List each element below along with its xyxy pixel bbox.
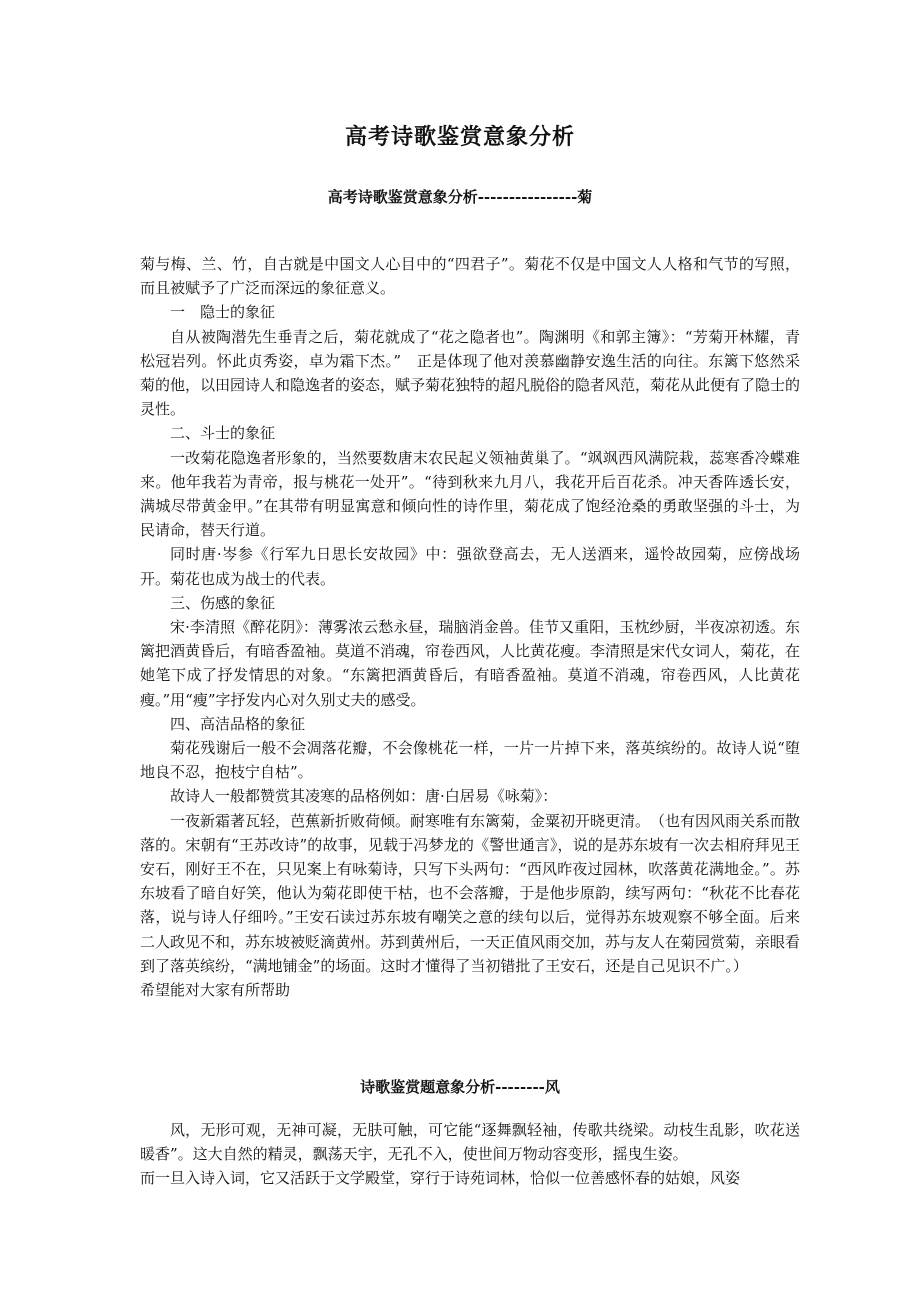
closing-line: 希望能对大家有所帮助 (140, 981, 291, 1000)
subheading: 一 隐士的象征 (170, 303, 276, 322)
section-heading-chrysanthemum: 高考诗歌鉴赏意象分析----------------菊 (327, 188, 593, 206)
paragraph: 一夜新霜著瓦轻，芭蕉新折败荷倾。耐寒唯有东篱菊，金粟初开晓更清。 （也有因风雨关系而散落的。宋朝有“王苏改诗”的故事，见载于冯梦龙的《警世通言》，说的是苏东坡有一次去相府拜见王安石，刚好王不在，只见案上有咏菊诗，只写下头两句：“西风昨夜过园林，吹落黄花满地金。”。苏东坡看了暗自好笑，他认为菊花即使干枯，也不会落瓣，于是他步原韵，续写两句：“秋花不比春花落，说与诗人仔细吟。”王安石读过苏东坡有嘲笑之意的续句以后，觉得苏东坡观察不够全面。后来二人政见不和，苏东坡被贬滴黄州。苏到黄州后，一天正值风雨交加，苏与友人在菊园赏菊，亲眼看到了落英缤纷，“满地铺金”的场面。这时才懂得了当初错批了王安石，还是自己见识不广。） (140, 811, 801, 975)
paragraph: 故诗人一般都赞赏其凌寒的品格例如：唐·白居易《咏菊》： (170, 787, 558, 806)
document-title: 高考诗歌鉴赏意象分析 (344, 124, 575, 150)
paragraph: 菊花残谢后一般不会凋落花瓣，不会像桃花一样，一片一片掉下来，落英缤纷的。故诗人说“堕地良不忍，抱枝宁自枯”。 (140, 739, 800, 782)
subheading: 二、斗士的象征 (170, 424, 276, 443)
paragraph: 而一旦入诗入词，它又活跃于文学殿堂，穿行于诗苑词林，恰似一位善感怀春的姑娘，风姿 (140, 1169, 741, 1188)
paragraph: 菊与梅、兰、竹，自古就是中国文人心目中的“四君子”。菊花不仅是中国文人人格和气节的写照，而且被赋予了广泛而深远的象征意义。 (140, 255, 800, 298)
paragraph: 同时唐·岑参《行军九日思长安故园》中：强欲登高去，无人送酒来，遥怜故园菊，应傍战场开。菊花也成为战士的代表。 (140, 545, 800, 588)
paragraph: 宋·李清照《醉花阴》：薄雾浓云愁永昼，瑞脑消金兽。佳节又重阳，玉枕纱厨，半夜凉初透。东篱把酒黄昏后，有暗香盈袖。莫道不消魂，帘卷西风，人比黄花瘦。李清照是宋代女词人，菊花，在她笔下成了抒发情思的对象。“东篱把酒黄昏后，有暗香盈袖。莫道不消魂，帘卷西风，人比黄花瘦。”用“瘦”字抒发内心对久别丈夫的感受。 (140, 618, 801, 709)
subheading: 四、高洁品格的象征 (170, 714, 306, 733)
section-body-chrysanthemum (140, 252, 800, 1002)
paragraph: 一改菊花隐逸者形象的，当然要数唐末农民起义领袖黄巢了。“飒飒西风满院栽，蕊寒香冷蝶难来。他年我若为青帝，报与桃花一处开”。“待到秋来九月八，我花开后百花杀。冲天香阵透长安，满城尽带黄金甲。”在其带有明显寓意和倾向性的诗作里，菊花成了饱经沧桑的勇敢坚强的斗士，为民请命，替天行道。 (140, 448, 800, 540)
subheading: 三、伤感的象征 (170, 593, 276, 612)
paragraph: 风，无形可观，无神可凝，无肤可触，可它能“逐舞飘轻袖，传歌共绕梁。动枝生乱影，吹花送暖香”。这大自然的精灵，飘荡天宇，无孔不入，使世间万物动容变形，摇曳生姿。 (140, 1121, 800, 1164)
paragraph: 自从被陶潜先生垂青之后，菊花就成了“花之隐者也”。陶渊明《和郭主簿》：“芳菊开林耀，青松冠岩列。怀此贞秀姿，卓为霜下杰。” 正是体现了他对羡慕幽静安逸生活的向往。东篱下悠然采菊的他，以田园诗人和隐逸者的姿态，赋予菊花独特的超凡脱俗的隐者风范，菊花从此便有了隐士的灵性。 (140, 327, 801, 419)
section-body-wind (140, 1118, 800, 1191)
section-heading-wind: 诗歌鉴赏题意象分析--------风 (360, 1078, 560, 1096)
